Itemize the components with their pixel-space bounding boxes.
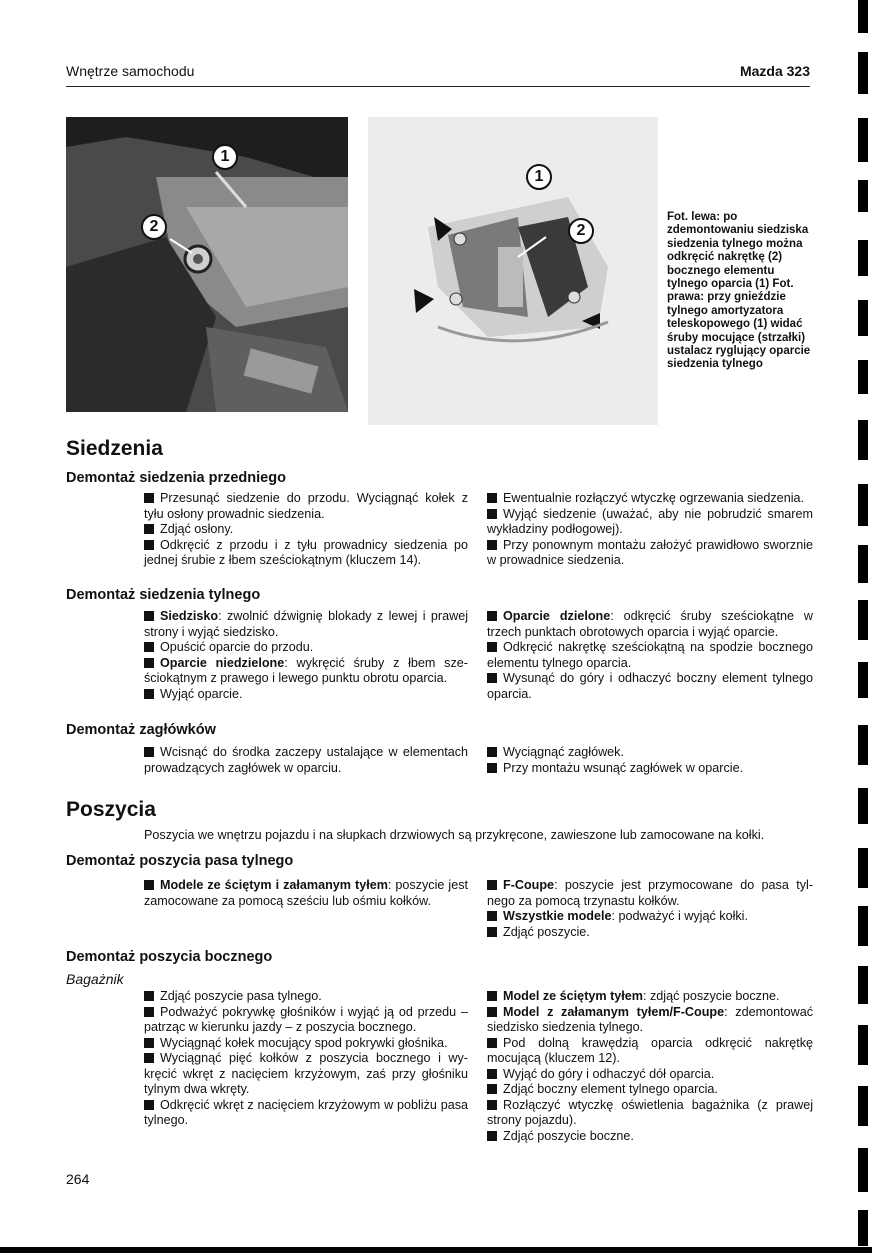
bullet: [144, 1053, 154, 1063]
list-item-text: Wyciągnąć pięć kołków z poszycia bocznego i wykręcić wkręt z nacięciem krzyżowym, zaś przy głośniku tylnym dwa wkręty.: [144, 1051, 468, 1096]
heading-siedzenie-przednie: Demontaż siedzenia przedniego: [66, 470, 286, 486]
list-item: [487, 1005, 813, 1036]
bullet: [487, 763, 497, 773]
bullet: [487, 1069, 497, 1079]
heading-poszycie-pasa: Demontaż poszycia pasa tylnego: [66, 853, 294, 869]
przednie-col-left: [144, 491, 468, 569]
tylne-col-left: [144, 609, 468, 702]
list-item-text: Opuścić oparcie do przodu.: [160, 640, 314, 654]
list-item: [487, 745, 813, 761]
bullet: [144, 991, 154, 1001]
callout-2-left: 2: [141, 214, 167, 240]
bullet: [487, 540, 497, 550]
zaglowki-col-right: [487, 745, 813, 776]
bullet: [487, 880, 497, 890]
list-item-text: Przesunąć siedzenie do przodu. Wyciągnąć kołek z tyłu osłony prowadnic siedzenia.: [144, 491, 468, 521]
subheading-bagaznik: Bagażnik: [66, 971, 124, 987]
bullet: [487, 911, 497, 921]
list-item: [487, 989, 813, 1005]
list-item: [144, 609, 468, 640]
list-item: [487, 1067, 813, 1083]
bold-lead: Oparcie niedzielone: [160, 655, 285, 670]
list-item-text: Ewentualnie rozłączyć wtyczkę ogrzewania siedzenia.: [503, 491, 804, 505]
list-item-text: Wysunąć do góry i odhaczyć boczny element tylnego oparcia.: [487, 671, 813, 701]
list-item-text: Zdjąć poszycie pasa tylnego.: [160, 989, 322, 1003]
heading-siedzenia: Siedzenia: [66, 437, 163, 460]
list-item: [144, 687, 468, 703]
bullet: [487, 1131, 497, 1141]
list-item-text: Odkręcić nakrętkę sześciokątną na spodzie bocznego elementu tylnego oparcia.: [487, 640, 813, 670]
bold-lead: F-Coupe: [503, 878, 555, 892]
bullet: [487, 673, 497, 683]
list-item: [144, 745, 468, 776]
list-item: [144, 538, 468, 569]
list-item-text: Wyjąć do góry i odhaczyć dół oparcia.: [503, 1066, 715, 1081]
bullet: [144, 642, 154, 652]
heading-zaglowki: Demontaż zagłówków: [66, 722, 216, 738]
list-item: [487, 609, 813, 640]
list-item: [487, 538, 813, 569]
bullet: [487, 509, 497, 519]
list-item: [144, 1098, 468, 1129]
bullet: [144, 524, 154, 534]
zaglowki-col-left: [144, 745, 468, 776]
photo-left: [66, 117, 348, 412]
running-header-model: Mazda 323: [739, 63, 810, 79]
list-item-text: Odkręcić z przodu i z tyłu prowadnicy siedzenia po jednej śrubie z łbem sześciokątnym (kluczem 14).: [144, 537, 468, 567]
figure-caption: Fot. lewa: po zdemontowaniu siedziska siedzenia tylnego można odkręcić nakrętkę (2) bocznego elementu tylnego oparcia (1) Fot. prawa: przy gnieździe tylnego amortyzatora teleskopowego (1) widać śruby mocujące (strzałki) ustalacz ryglujący oparcie siedzenia tylnego: [667, 211, 811, 371]
bullet: [144, 658, 154, 668]
list-item: [487, 1129, 813, 1145]
list-item-text: Rozłączyć wtyczkę oświetlenia bagażnika (z prawej strony pojazdu).: [487, 1097, 813, 1127]
list-item-text: Wyciągnąć kołek mocujący spod pokrywki głośnika.: [160, 1035, 448, 1050]
bullet: [487, 991, 497, 1001]
list-item: [487, 1036, 813, 1067]
running-header-section: Wnętrze samochodu: [66, 63, 195, 79]
list-item-text: Podważyć pokrywkę głośników i wyjąć ją od przedu – patrząc w kierunku jazdy – z poszycia bocznego.: [144, 1004, 468, 1034]
list-item-text: Pod dolną krawędzią oparcia odkręcić nakrętkę mocującą (kluczem 12).: [487, 1035, 813, 1065]
bold-lead: Wszystkie modele: [503, 909, 612, 923]
callout-1-right: 1: [526, 164, 552, 190]
photo-right-illustration: [368, 117, 658, 425]
list-item: [144, 1036, 468, 1052]
list-item-text: Zdjąć poszycie boczne.: [503, 1128, 634, 1143]
boczne-col-right: [487, 989, 813, 1144]
list-item-text: Przy montażu wsunąć zagłówek w oparcie.: [503, 760, 744, 775]
bold-lead: Model z załamanym tyłem/F-Coupe: [503, 1004, 725, 1019]
bottom-bar: [0, 1247, 872, 1253]
bullet: [144, 1038, 154, 1048]
bullet: [144, 493, 154, 503]
list-item-text: : poszycie jest zamocowane za pomocą sześciu lub ośmiu kołków.: [144, 878, 469, 908]
bold-lead: Siedzisko: [160, 609, 219, 623]
list-item-text: Przy ponownym montażu założyć prawidłowo sworznie w prowadnice siedzenia.: [487, 537, 813, 567]
bullet: [487, 1038, 497, 1048]
list-item: [144, 1051, 468, 1098]
bullet: [144, 540, 154, 550]
list-item: [487, 925, 813, 941]
list-item: [144, 878, 468, 909]
list-item: [144, 989, 468, 1005]
list-item: [144, 640, 468, 656]
list-item-text: Odkręcić wkręt z nacięciem krzyżowym w pobliżu pasa tylnego.: [144, 1097, 468, 1127]
bullet: [487, 747, 497, 757]
pas-col-right: [487, 878, 813, 940]
bold-lead: Modele ze ściętym i załamanym tyłem: [160, 878, 388, 892]
list-item-text: Zdjąć osłony.: [160, 522, 234, 536]
bullet: [144, 880, 154, 890]
callout-1-left: 1: [212, 144, 238, 170]
list-item-text: : odkręcić śruby sześciokątne w trzech punktach obrotowych oparcia i wyjąć oparcie.: [487, 609, 813, 639]
list-item-text: Wyjąć siedzenie (uważać, aby nie pobrudzić smarem wykładziny podłogowej).: [487, 506, 813, 536]
list-item-text: : zdemontować siedzisko siedzenia tylnego.: [487, 1004, 813, 1034]
page-number: 264: [66, 1171, 90, 1187]
bullet: [144, 1100, 154, 1110]
list-item: [144, 1005, 468, 1036]
bullet: [487, 1084, 497, 1094]
bullet: [487, 1100, 497, 1110]
list-item: [144, 522, 468, 538]
list-item-text: Wcisnąć do środka zaczepy ustalające w elementach prowadzących zagłówek w oparciu.: [144, 745, 468, 775]
list-item-text: : zdjąć poszycie boczne.: [642, 989, 780, 1003]
list-item: [487, 640, 813, 671]
list-item: [487, 1098, 813, 1129]
heading-poszycia: Poszycia: [66, 798, 156, 821]
header-rule: [66, 86, 810, 87]
pas-col-left: [144, 878, 468, 909]
list-item-text: : podważyć i wyjąć kołki.: [611, 909, 748, 923]
callout-2-right: 2: [568, 218, 594, 244]
bullet: [487, 927, 497, 937]
bullet: [487, 1007, 497, 1017]
list-item-text: : zwolnić dźwignię blokady z lewej i prawej strony i wyjąć siedzisko.: [144, 609, 468, 639]
photo-left-illustration: [66, 117, 348, 412]
list-item-text: Wyjąć oparcie.: [160, 686, 243, 701]
list-item: [487, 671, 813, 702]
heading-poszycie-boczne: Demontaż poszycia bocznego: [66, 949, 273, 965]
bullet: [487, 642, 497, 652]
bullet: [144, 611, 154, 621]
list-item: [487, 878, 813, 909]
list-item: [487, 1082, 813, 1098]
bold-lead: Model ze ściętym tyłem: [503, 989, 643, 1003]
list-item: [487, 507, 813, 538]
photo-right: [368, 117, 658, 425]
list-item: [144, 491, 468, 522]
bullet: [144, 747, 154, 757]
tylne-col-right: [487, 609, 813, 702]
boczne-col-left: [144, 989, 468, 1129]
bullet: [487, 611, 497, 621]
bullet: [487, 493, 497, 503]
bold-lead: Oparcie dzielone: [503, 609, 611, 623]
list-item: [487, 909, 813, 925]
bullet: [144, 1007, 154, 1017]
list-item: [144, 656, 468, 687]
list-item-text: : poszycie jest przymocowane do pasa tylnego za pomocą trzynastu kołków.: [487, 878, 813, 908]
list-item: [487, 491, 813, 507]
list-item-text: Wyciągnąć zagłówek.: [503, 745, 624, 759]
heading-siedzenie-tylne: Demontaż siedzenia tylnego: [66, 587, 261, 603]
list-item-text: Zdjąć poszycie.: [503, 924, 590, 939]
poszycia-intro: Poszycia we wnętrzu pojazdu i na słupkach drzwiowych są przykręcone, zawieszone lub zamocowane na kołki.: [144, 828, 765, 842]
list-item-text: : wykręcić śruby z łbem sześciokątnym z prawego i lewego punktu obrotu oparcia.: [144, 655, 468, 685]
list-item: [487, 761, 813, 777]
bullet: [144, 689, 154, 699]
przednie-col-right: [487, 491, 813, 569]
list-item-text: Zdjąć boczny element tylnego oparcia.: [503, 1082, 718, 1096]
